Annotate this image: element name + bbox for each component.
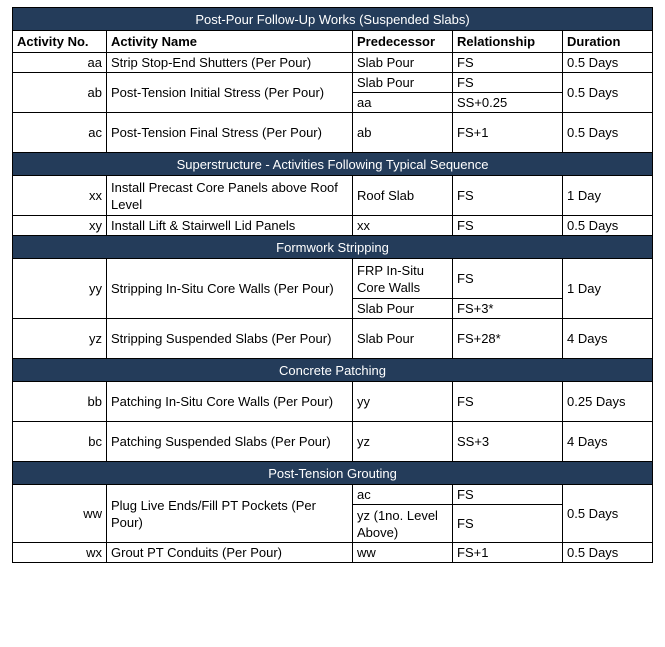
relationship: FS+1 bbox=[453, 543, 563, 563]
duration: 0.5 Days bbox=[563, 543, 653, 563]
predecessor: yy bbox=[353, 382, 453, 422]
activity-name: Patching In-Situ Core Walls (Per Pour) bbox=[107, 382, 353, 422]
activity-name: Post-Tension Final Stress (Per Pour) bbox=[107, 113, 353, 153]
activity-no: wx bbox=[13, 543, 107, 563]
predecessor: ww bbox=[353, 543, 453, 563]
duration: 4 Days bbox=[563, 422, 653, 462]
predecessor: FRP In-Situ Core Walls bbox=[353, 259, 453, 299]
activity-no: yz bbox=[13, 319, 107, 359]
duration: 0.5 Days bbox=[563, 485, 653, 543]
column-header-row bbox=[13, 31, 653, 53]
activity-no: ab bbox=[13, 73, 107, 113]
activity-row bbox=[13, 259, 653, 299]
header-duration: Duration bbox=[563, 31, 653, 53]
schedule-table bbox=[12, 7, 653, 563]
activity-no: bc bbox=[13, 422, 107, 462]
predecessor: Slab Pour bbox=[353, 73, 453, 93]
activity-name: Install Lift & Stairwell Lid Panels bbox=[107, 216, 353, 236]
activity-name: Plug Live Ends/Fill PT Pockets (Per Pour) bbox=[107, 485, 353, 543]
section-header-row bbox=[13, 462, 653, 485]
section-title: Post-Tension Grouting bbox=[13, 462, 653, 485]
relationship: FS bbox=[453, 505, 563, 543]
activity-name: Stripping In-Situ Core Walls (Per Pour) bbox=[107, 259, 353, 319]
activity-row bbox=[13, 422, 653, 462]
activity-row bbox=[13, 53, 653, 73]
activity-no: xx bbox=[13, 176, 107, 216]
relationship: FS bbox=[453, 53, 563, 73]
section-header-row bbox=[13, 8, 653, 31]
activity-name: Strip Stop-End Shutters (Per Pour) bbox=[107, 53, 353, 73]
duration: 1 Day bbox=[563, 176, 653, 216]
activity-name: Grout PT Conduits (Per Pour) bbox=[107, 543, 353, 563]
activity-row bbox=[13, 382, 653, 422]
relationship: FS bbox=[453, 485, 563, 505]
section-title: Superstructure - Activities Following Typical Sequence bbox=[13, 153, 653, 176]
relationship: SS+0.25 bbox=[453, 93, 563, 113]
activity-row bbox=[13, 176, 653, 216]
section-header-row bbox=[13, 153, 653, 176]
section-title: Concrete Patching bbox=[13, 359, 653, 382]
section-title: Post-Pour Follow-Up Works (Suspended Slabs) bbox=[13, 8, 653, 31]
activity-row bbox=[13, 216, 653, 236]
activity-name: Patching Suspended Slabs (Per Pour) bbox=[107, 422, 353, 462]
relationship: FS bbox=[453, 216, 563, 236]
activity-no: ww bbox=[13, 485, 107, 543]
activity-name: Stripping Suspended Slabs (Per Pour) bbox=[107, 319, 353, 359]
relationship: FS bbox=[453, 176, 563, 216]
section-header-row bbox=[13, 236, 653, 259]
activity-row bbox=[13, 543, 653, 563]
relationship: FS bbox=[453, 73, 563, 93]
header-relationship: Relationship bbox=[453, 31, 563, 53]
predecessor: yz (1no. Level Above) bbox=[353, 505, 453, 543]
predecessor: xx bbox=[353, 216, 453, 236]
relationship: FS+3* bbox=[453, 299, 563, 319]
predecessor: Slab Pour bbox=[353, 53, 453, 73]
duration: 0.5 Days bbox=[563, 216, 653, 236]
activity-row bbox=[13, 319, 653, 359]
relationship: FS+28* bbox=[453, 319, 563, 359]
header-predecessor: Predecessor bbox=[353, 31, 453, 53]
header-activity-name: Activity Name bbox=[107, 31, 353, 53]
predecessor: Slab Pour bbox=[353, 299, 453, 319]
duration: 0.5 Days bbox=[563, 73, 653, 113]
predecessor: ab bbox=[353, 113, 453, 153]
activity-name: Post-Tension Initial Stress (Per Pour) bbox=[107, 73, 353, 113]
predecessor: yz bbox=[353, 422, 453, 462]
predecessor: Slab Pour bbox=[353, 319, 453, 359]
schedule-body bbox=[13, 8, 653, 563]
section-title: Formwork Stripping bbox=[13, 236, 653, 259]
duration: 1 Day bbox=[563, 259, 653, 319]
activity-no: yy bbox=[13, 259, 107, 319]
duration: 4 Days bbox=[563, 319, 653, 359]
relationship: FS bbox=[453, 382, 563, 422]
relationship: FS+1 bbox=[453, 113, 563, 153]
activity-row bbox=[13, 485, 653, 505]
duration: 0.25 Days bbox=[563, 382, 653, 422]
activity-row bbox=[13, 113, 653, 153]
duration: 0.5 Days bbox=[563, 113, 653, 153]
activity-no: ac bbox=[13, 113, 107, 153]
predecessor: aa bbox=[353, 93, 453, 113]
activity-no: bb bbox=[13, 382, 107, 422]
section-header-row bbox=[13, 359, 653, 382]
relationship: FS bbox=[453, 259, 563, 299]
activity-no: aa bbox=[13, 53, 107, 73]
duration: 0.5 Days bbox=[563, 53, 653, 73]
activity-name: Install Precast Core Panels above Roof Level bbox=[107, 176, 353, 216]
header-activity-no: Activity No. bbox=[13, 31, 107, 53]
activity-no: xy bbox=[13, 216, 107, 236]
activity-row bbox=[13, 73, 653, 93]
relationship: SS+3 bbox=[453, 422, 563, 462]
predecessor: Roof Slab bbox=[353, 176, 453, 216]
predecessor: ac bbox=[353, 485, 453, 505]
